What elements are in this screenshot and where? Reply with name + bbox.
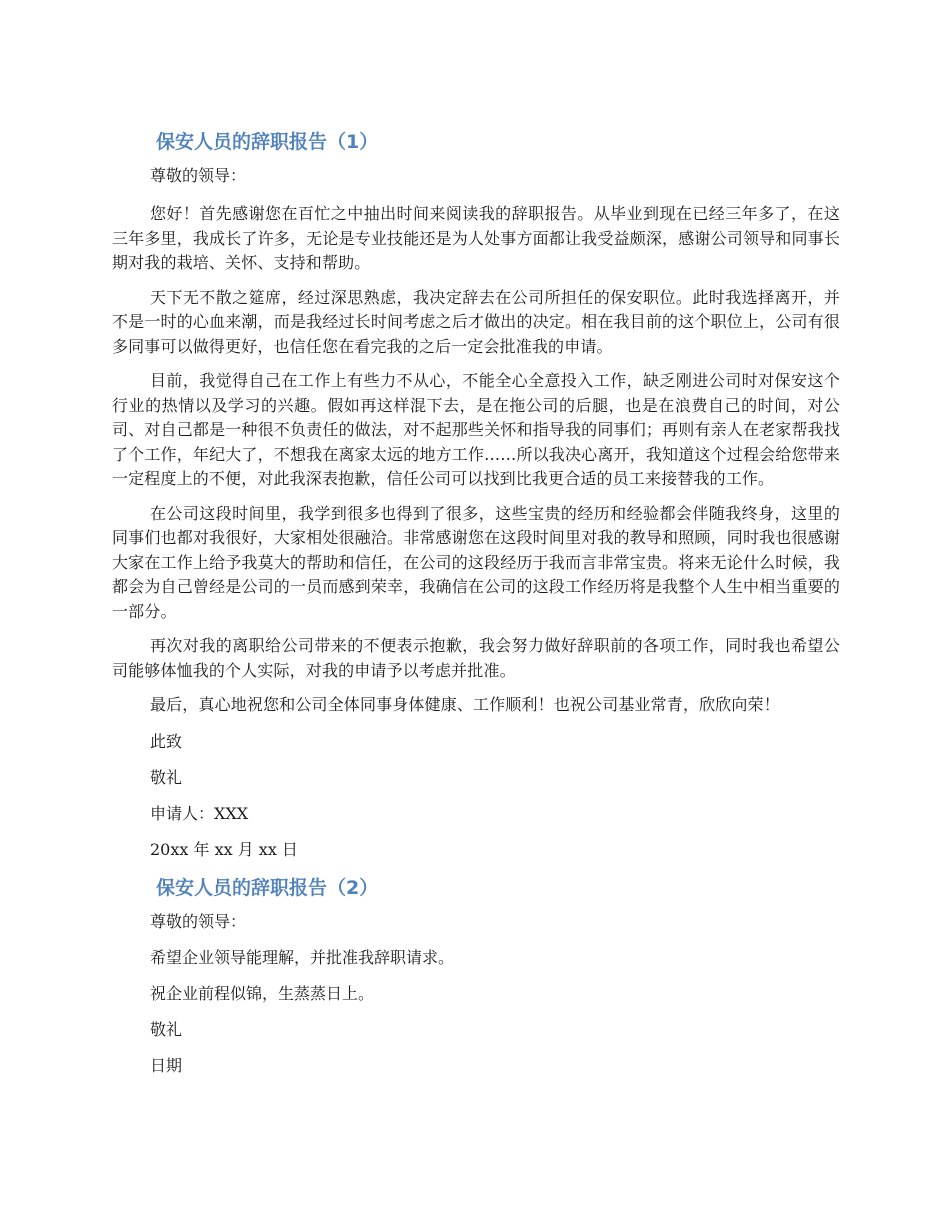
document-page xyxy=(112,126,840,1078)
section-1-date: 20xx 年 xx 月 xx 日 xyxy=(150,839,298,859)
section-2-title: 保安人员的辞职报告（2） xyxy=(156,876,379,899)
section-2-salutation: 尊敬的领导： xyxy=(150,911,247,931)
section-2-line-1: 希望企业领导能理解，并批准我辞职请求。 xyxy=(150,947,455,967)
section-1-paragraph-4: 在公司这段时间里，我学到很多也得到了很多，这些宝贵的经历和经验都会伴随我终身，这里的同事们也都对我很好，大家相处很融洽。非常感谢您在这段时间里对我的教导和照顾，同时我也很感谢大家在工作上给予我莫大的帮助和信任，在公司的这段经历于我而言非常宝贵。将来无论什么时候，我都会为自己曾经是公司的一员而感到荣幸，我确信在公司的这段工作经历将是我整个人生中相当重要的一部分。 xyxy=(112,503,840,621)
section-1-salutation: 尊敬的领导： xyxy=(150,166,247,185)
section-2-date: 日期 xyxy=(150,1055,183,1075)
section-1-paragraph-2: 天下无不散之筵席，经过深思熟虑，我决定辞去在公司所担任的保安职位。此时我选择离开，并不是一时的心血来潮，而是我经过长时间考虑之后才做出的决定。相在我目前的这个职位上，公司有很多同事可以做得更好，也信任您在看完我的之后一定会批准我的申请。 xyxy=(112,287,840,356)
section-1-closing-1: 此致 xyxy=(150,731,183,751)
section-1-paragraph-1: 您好！首先感谢您在百忙之中抽出时间来阅读我的辞职报告。从毕业到现在已经三年多了，在这三年多里，我成长了许多，无论是专业技能还是为人处事方面都让我受益颇深，感谢公司领导和同事长期对我的栽培、关怀、支持和帮助。 xyxy=(112,204,840,272)
section-1-paragraph-3: 目前，我觉得自己在工作上有些力不从心，不能全心全意投入工作，缺乏刚进公司时对保安这个行业的热情以及学习的兴趣。假如再这样混下去，是在拖公司的后腿，也是在浪费自己的时间，对公司、对自己都是一种很不负责任的做法，对不起那些关怀和指导我的同事们；再则有亲人在老家帮我找了个工作，年纪大了，不想我在离家太远的地方工作……所以我决心离开，我知道这个过程会给您带来一定程度上的不便，对此我深表抱歉，信任公司可以找到比我更合适的员工来接替我的工作。 xyxy=(112,371,840,488)
section-1-applicant: 申请人：XXX xyxy=(150,803,249,823)
section-2-closing: 敬礼 xyxy=(150,1019,183,1039)
section-1-title: 保安人员的辞职报告（1） xyxy=(156,131,379,153)
section-2-line-2: 祝企业前程似锦，生蒸蒸日上。 xyxy=(150,983,375,1003)
section-1-paragraph-5: 再次对我的离职给公司带来的不便表示抱歉，我会努力做好辞职前的各项工作，同时我也希望公司能够体恤我的个人实际，对我的申请予以考虑并批准。 xyxy=(112,636,840,680)
section-1-closing-2: 敬礼 xyxy=(150,767,183,787)
section-1-paragraph-6: 最后，真心地祝您和公司全体同事身体健康、工作顺利！也祝公司基业常青，欣欣向荣！ xyxy=(150,695,780,714)
